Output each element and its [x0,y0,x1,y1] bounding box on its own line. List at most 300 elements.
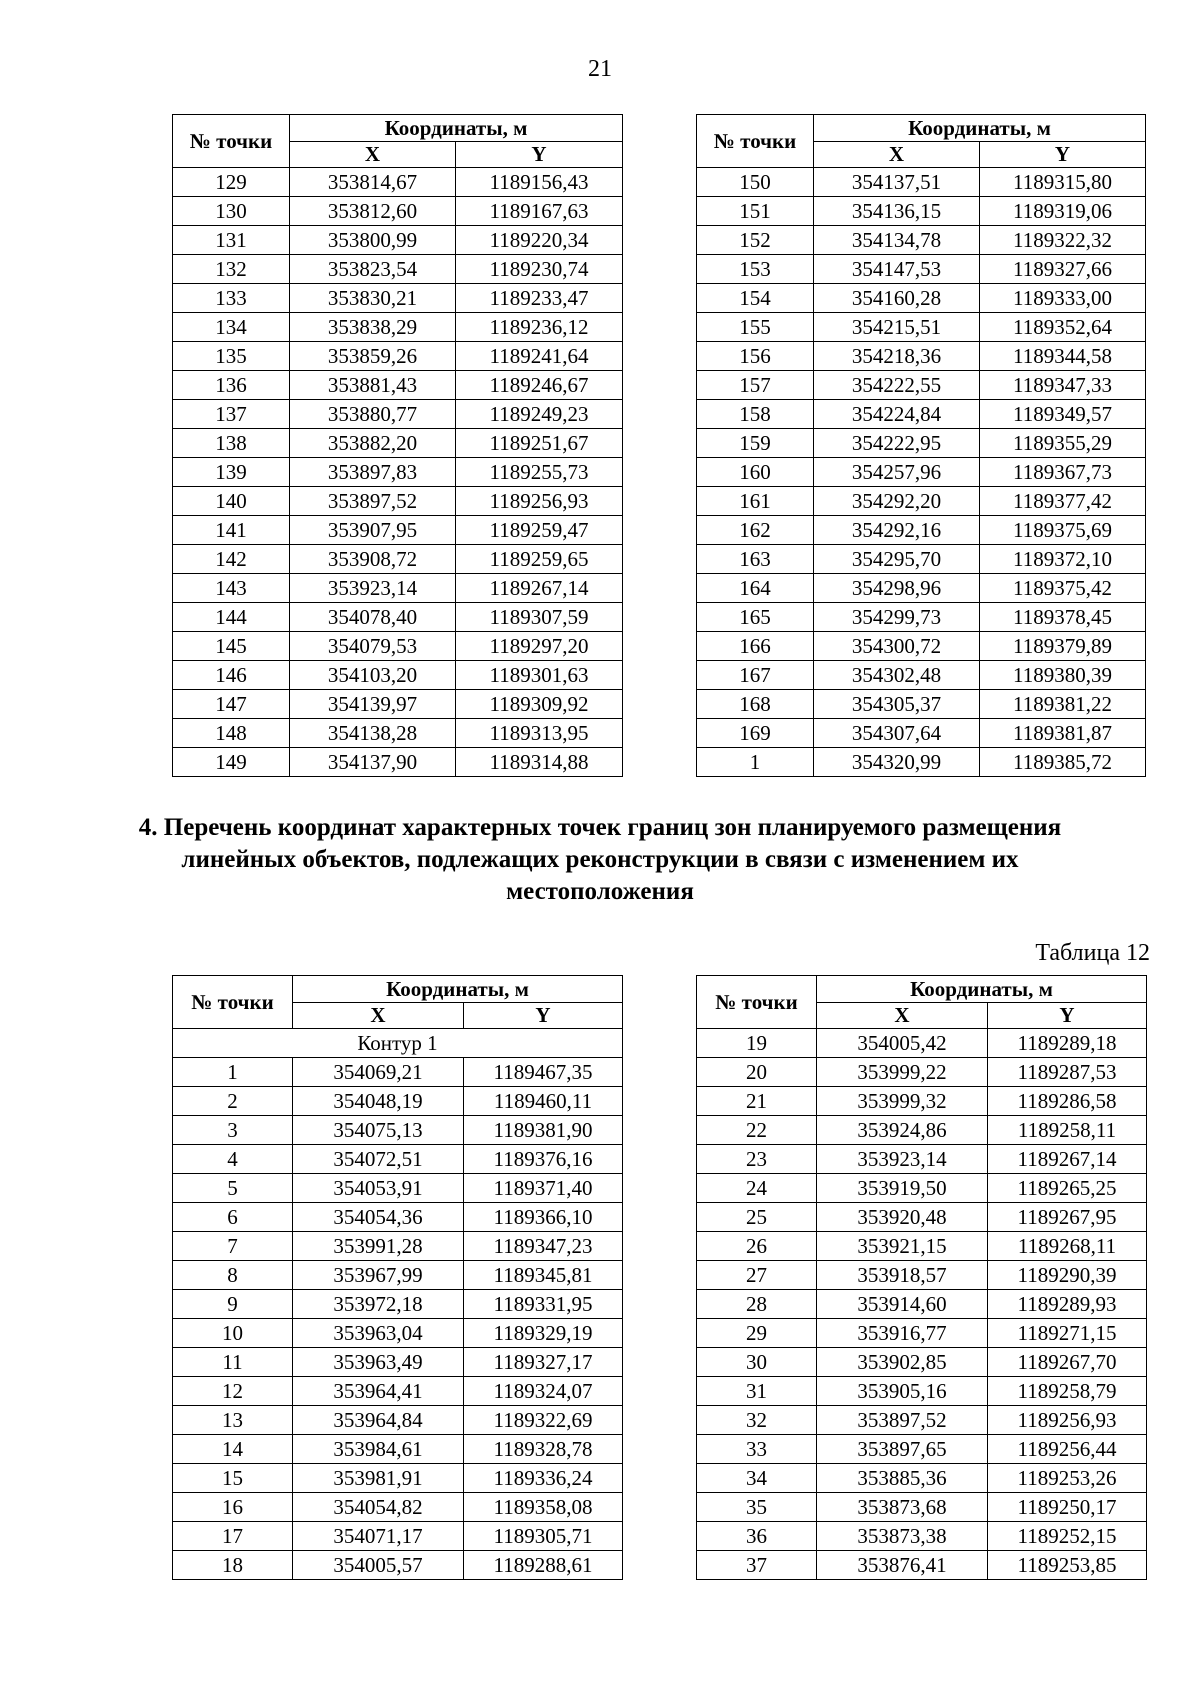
point-number-cell: 152 [697,226,814,255]
y-coordinate-cell: 1189289,18 [988,1029,1147,1058]
point-number-cell: 135 [173,342,290,371]
table-row [173,255,623,284]
section-title: 4. Перечень координат характерных точек границ зон планируемого размещения линейных объектов, подлежащих реконструкции в связи с изменением их местоположения [138,814,1062,905]
y-coordinate-cell: 1189366,10 [464,1203,623,1232]
table-row [697,1551,1147,1580]
point-column-header: № точки [173,115,290,168]
x-coordinate-cell: 354299,73 [814,603,980,632]
y-coordinate-cell: 1189336,24 [464,1464,623,1493]
page-number: 21 [588,56,612,82]
table-row [697,429,1146,458]
y-coordinate-cell: 1189344,58 [980,342,1146,371]
point-number-cell: 6 [173,1203,293,1232]
y-coordinate-cell: 1189307,59 [456,603,623,632]
x-coordinate-cell: 353908,72 [290,545,456,574]
x-coordinate-cell: 353873,38 [817,1522,988,1551]
point-number-cell: 30 [697,1348,817,1377]
point-number-cell: 151 [697,197,814,226]
y-coordinate-cell: 1189319,06 [980,197,1146,226]
y-coordinate-cell: 1189379,89 [980,632,1146,661]
table-row [173,516,623,545]
y-coordinate-cell: 1189233,47 [456,284,623,313]
table-row [173,400,623,429]
y-coordinate-cell: 1189371,40 [464,1174,623,1203]
table-row [697,690,1146,719]
y-coordinate-cell: 1189255,73 [456,458,623,487]
x-coordinate-cell: 354138,28 [290,719,456,748]
point-number-cell: 33 [697,1435,817,1464]
table-row [697,516,1146,545]
point-number-cell: 153 [697,255,814,284]
coordinates-header: Координаты, м [293,976,623,1003]
point-number-cell: 154 [697,284,814,313]
point-number-cell: 148 [173,719,290,748]
x-coordinate-cell: 353924,86 [817,1116,988,1145]
point-number-cell: 19 [697,1029,817,1058]
point-number-cell: 130 [173,197,290,226]
x-coordinate-cell: 353916,77 [817,1319,988,1348]
point-column-header: № точки [697,976,817,1029]
y-coordinate-cell: 1189331,95 [464,1290,623,1319]
y-coordinate-cell: 1189267,95 [988,1203,1147,1232]
x-coordinate-cell: 354069,21 [293,1058,464,1087]
coordinates-table-3 [172,975,623,1580]
x-coordinate-cell: 353999,32 [817,1087,988,1116]
y-coordinate-cell: 1189313,95 [456,719,623,748]
table-row [697,1493,1147,1522]
y-coordinate-cell: 1189347,23 [464,1232,623,1261]
table-row [173,429,623,458]
x-coordinate-cell: 354147,53 [814,255,980,284]
table-row [697,603,1146,632]
x-coordinate-cell: 354298,96 [814,574,980,603]
table-row [697,1464,1147,1493]
point-number-cell: 36 [697,1522,817,1551]
point-number-cell: 29 [697,1319,817,1348]
point-number-cell: 149 [173,748,290,777]
x-coordinate-cell: 353914,60 [817,1290,988,1319]
y-coordinate-cell: 1189345,81 [464,1261,623,1290]
x-coordinate-cell: 354137,90 [290,748,456,777]
point-number-cell: 142 [173,545,290,574]
table-row [697,400,1146,429]
table-row [697,342,1146,371]
y-coordinate-cell: 1189305,71 [464,1522,623,1551]
table-row [697,1029,1147,1058]
y-coordinate-cell: 1189381,90 [464,1116,623,1145]
table-row [173,371,623,400]
x-coordinate-cell: 353967,99 [293,1261,464,1290]
point-number-cell: 161 [697,487,814,516]
table-row [697,1290,1147,1319]
y-coordinate-cell: 1189314,88 [456,748,623,777]
coordinates-header: Координаты, м [814,115,1146,142]
point-number-cell: 138 [173,429,290,458]
table-row [697,1116,1147,1145]
table-row [697,197,1146,226]
x-coordinate-cell: 354071,17 [293,1522,464,1551]
table-row [697,1058,1147,1087]
x-coordinate-cell: 354005,57 [293,1551,464,1580]
point-number-cell: 5 [173,1174,293,1203]
x-coordinate-cell: 353873,68 [817,1493,988,1522]
table-row [697,284,1146,313]
point-number-cell: 155 [697,313,814,342]
x-coordinate-cell: 353964,84 [293,1406,464,1435]
table-row [697,574,1146,603]
y-coordinate-cell: 1189349,57 [980,400,1146,429]
point-number-cell: 12 [173,1377,293,1406]
table-row [173,1087,623,1116]
y-coordinate-cell: 1189381,22 [980,690,1146,719]
y-column-header: Y [980,142,1146,168]
table-row [697,661,1146,690]
point-number-cell: 26 [697,1232,817,1261]
table-row [173,1116,623,1145]
table-row [173,574,623,603]
point-number-cell: 14 [173,1435,293,1464]
y-coordinate-cell: 1189347,33 [980,371,1146,400]
point-number-cell: 35 [697,1493,817,1522]
table-row [173,1261,623,1290]
point-number-cell: 160 [697,458,814,487]
y-coordinate-cell: 1189376,16 [464,1145,623,1174]
x-coordinate-cell: 353897,65 [817,1435,988,1464]
y-coordinate-cell: 1189241,64 [456,342,623,371]
coordinates-header: Координаты, м [290,115,623,142]
table-row [697,1377,1147,1406]
table-row [173,284,623,313]
x-coordinate-cell: 353897,83 [290,458,456,487]
y-coordinate-cell: 1189250,17 [988,1493,1147,1522]
x-coordinate-cell: 354053,91 [293,1174,464,1203]
y-coordinate-cell: 1189355,29 [980,429,1146,458]
y-coordinate-cell: 1189256,93 [988,1406,1147,1435]
x-coordinate-cell: 354134,78 [814,226,980,255]
x-coordinate-cell: 353981,91 [293,1464,464,1493]
point-column-header: № точки [173,976,293,1029]
x-coordinate-cell: 353882,20 [290,429,456,458]
table-row [697,226,1146,255]
y-coordinate-cell: 1189358,08 [464,1493,623,1522]
x-coordinate-cell: 354136,15 [814,197,980,226]
x-coordinate-cell: 354218,36 [814,342,980,371]
y-coordinate-cell: 1189328,78 [464,1435,623,1464]
table-row [173,342,623,371]
y-coordinate-cell: 1189256,93 [456,487,623,516]
table-row [697,632,1146,661]
y-coordinate-cell: 1189267,70 [988,1348,1147,1377]
y-coordinate-cell: 1189167,63 [456,197,623,226]
table-row [173,719,623,748]
x-column-header: X [814,142,980,168]
x-column-header: X [293,1003,464,1029]
table-row [173,1058,623,1087]
x-coordinate-cell: 353963,04 [293,1319,464,1348]
y-coordinate-cell: 1189322,69 [464,1406,623,1435]
y-coordinate-cell: 1189156,43 [456,168,623,197]
y-coordinate-cell: 1189322,32 [980,226,1146,255]
x-coordinate-cell: 353920,48 [817,1203,988,1232]
y-coordinate-cell: 1189385,72 [980,748,1146,777]
point-number-cell: 8 [173,1261,293,1290]
y-coordinate-cell: 1189375,69 [980,516,1146,545]
y-coordinate-cell: 1189256,44 [988,1435,1147,1464]
x-coordinate-cell: 353918,57 [817,1261,988,1290]
x-coordinate-cell: 354224,84 [814,400,980,429]
y-coordinate-cell: 1189271,15 [988,1319,1147,1348]
point-number-cell: 139 [173,458,290,487]
point-number-cell: 156 [697,342,814,371]
x-coordinate-cell: 353972,18 [293,1290,464,1319]
y-coordinate-cell: 1189259,65 [456,545,623,574]
coordinates-header: Координаты, м [817,976,1147,1003]
x-coordinate-cell: 354305,37 [814,690,980,719]
y-coordinate-cell: 1189297,20 [456,632,623,661]
point-number-cell: 11 [173,1348,293,1377]
x-coordinate-cell: 354075,13 [293,1116,464,1145]
x-coordinate-cell: 354139,97 [290,690,456,719]
y-coordinate-cell: 1189333,00 [980,284,1146,313]
y-coordinate-cell: 1189258,11 [988,1116,1147,1145]
table-row [173,1464,623,1493]
y-coordinate-cell: 1189290,39 [988,1261,1147,1290]
table-row [697,1087,1147,1116]
table-row [697,168,1146,197]
point-number-cell: 169 [697,719,814,748]
point-number-cell: 2 [173,1087,293,1116]
x-coordinate-cell: 353963,49 [293,1348,464,1377]
table-row [697,719,1146,748]
point-number-cell: 1 [697,748,814,777]
y-coordinate-cell: 1189287,53 [988,1058,1147,1087]
point-number-cell: 34 [697,1464,817,1493]
x-coordinate-cell: 354257,96 [814,458,980,487]
table-row [173,168,623,197]
x-coordinate-cell: 353921,15 [817,1232,988,1261]
x-coordinate-cell: 354054,82 [293,1493,464,1522]
y-coordinate-cell: 1189251,67 [456,429,623,458]
y-coordinate-cell: 1189289,93 [988,1290,1147,1319]
coordinates-table-4 [696,975,1147,1580]
point-number-cell: 15 [173,1464,293,1493]
x-coordinate-cell: 353923,14 [817,1145,988,1174]
point-number-cell: 7 [173,1232,293,1261]
x-coordinate-cell: 353919,50 [817,1174,988,1203]
point-number-cell: 134 [173,313,290,342]
table-row [697,1174,1147,1203]
table-row [173,1145,623,1174]
y-coordinate-cell: 1189230,74 [456,255,623,284]
point-number-cell: 141 [173,516,290,545]
table-row [697,1522,1147,1551]
table-row [173,1232,623,1261]
table-row [173,603,623,632]
y-coordinate-cell: 1189249,23 [456,400,623,429]
x-coordinate-cell: 354320,99 [814,748,980,777]
point-number-cell: 136 [173,371,290,400]
y-coordinate-cell: 1189315,80 [980,168,1146,197]
point-number-cell: 167 [697,661,814,690]
y-coordinate-cell: 1189286,58 [988,1087,1147,1116]
table-row [697,1348,1147,1377]
coordinates-table-1 [172,114,623,777]
point-number-cell: 146 [173,661,290,690]
point-number-cell: 163 [697,545,814,574]
table-row [173,1522,623,1551]
x-coordinate-cell: 354307,64 [814,719,980,748]
point-number-cell: 20 [697,1058,817,1087]
x-coordinate-cell: 353838,29 [290,313,456,342]
point-number-cell: 31 [697,1377,817,1406]
y-coordinate-cell: 1189220,34 [456,226,623,255]
table-row [697,458,1146,487]
x-coordinate-cell: 353823,54 [290,255,456,284]
y-coordinate-cell: 1189246,67 [456,371,623,400]
x-coordinate-cell: 353880,77 [290,400,456,429]
table-row [173,1319,623,1348]
x-coordinate-cell: 353902,85 [817,1348,988,1377]
point-number-cell: 3 [173,1116,293,1145]
y-coordinate-cell: 1189327,66 [980,255,1146,284]
x-coordinate-cell: 354292,20 [814,487,980,516]
point-number-cell: 9 [173,1290,293,1319]
point-number-cell: 18 [173,1551,293,1580]
table-row [697,313,1146,342]
y-coordinate-cell: 1189377,42 [980,487,1146,516]
x-coordinate-cell: 354295,70 [814,545,980,574]
y-coordinate-cell: 1189253,26 [988,1464,1147,1493]
x-coordinate-cell: 353897,52 [290,487,456,516]
point-number-cell: 162 [697,516,814,545]
x-coordinate-cell: 353999,22 [817,1058,988,1087]
point-number-cell: 137 [173,400,290,429]
y-coordinate-cell: 1189258,79 [988,1377,1147,1406]
y-coordinate-cell: 1189372,10 [980,545,1146,574]
point-number-cell: 22 [697,1116,817,1145]
y-coordinate-cell: 1189267,14 [988,1145,1147,1174]
table-row [697,1261,1147,1290]
point-number-cell: 168 [697,690,814,719]
x-coordinate-cell: 354005,42 [817,1029,988,1058]
table-row [173,1290,623,1319]
point-number-cell: 28 [697,1290,817,1319]
x-coordinate-cell: 353923,14 [290,574,456,603]
x-coordinate-cell: 354222,95 [814,429,980,458]
y-coordinate-cell: 1189309,92 [456,690,623,719]
x-coordinate-cell: 353964,41 [293,1377,464,1406]
table-row [697,1232,1147,1261]
x-coordinate-cell: 354079,53 [290,632,456,661]
point-number-cell: 159 [697,429,814,458]
x-column-header: X [290,142,456,168]
point-number-cell: 32 [697,1406,817,1435]
point-number-cell: 21 [697,1087,817,1116]
y-coordinate-cell: 1189352,64 [980,313,1146,342]
table-label: Таблица 12 [1035,940,1150,966]
x-coordinate-cell: 354160,28 [814,284,980,313]
x-coordinate-cell: 353812,60 [290,197,456,226]
coordinates-table-2 [696,114,1146,777]
table-row [697,1406,1147,1435]
table-row [173,661,623,690]
point-number-cell: 133 [173,284,290,313]
point-number-cell: 13 [173,1406,293,1435]
x-coordinate-cell: 354048,19 [293,1087,464,1116]
y-coordinate-cell: 1189375,42 [980,574,1146,603]
y-column-header: Y [464,1003,623,1029]
point-number-cell: 165 [697,603,814,632]
contour-label: Контур 1 [173,1029,623,1058]
x-coordinate-cell: 354072,51 [293,1145,464,1174]
table-row [173,1174,623,1203]
y-coordinate-cell: 1189268,11 [988,1232,1147,1261]
table-row [173,313,623,342]
point-column-header: № точки [697,115,814,168]
y-coordinate-cell: 1189467,35 [464,1058,623,1087]
point-number-cell: 132 [173,255,290,284]
table-row [173,1551,623,1580]
x-coordinate-cell: 353876,41 [817,1551,988,1580]
table-row [173,1406,623,1435]
x-coordinate-cell: 353885,36 [817,1464,988,1493]
y-coordinate-cell: 1189381,87 [980,719,1146,748]
y-column-header: Y [456,142,623,168]
table-row [697,487,1146,516]
contour-row [173,1029,623,1058]
point-number-cell: 158 [697,400,814,429]
x-coordinate-cell: 354103,20 [290,661,456,690]
y-coordinate-cell: 1189460,11 [464,1087,623,1116]
x-coordinate-cell: 353881,43 [290,371,456,400]
point-number-cell: 140 [173,487,290,516]
table-row [173,197,623,226]
table-row [697,748,1146,777]
point-number-cell: 145 [173,632,290,661]
table-row [173,545,623,574]
y-coordinate-cell: 1189329,19 [464,1319,623,1348]
x-coordinate-cell: 353905,16 [817,1377,988,1406]
x-coordinate-cell: 353984,61 [293,1435,464,1464]
table-row [173,1348,623,1377]
y-coordinate-cell: 1189324,07 [464,1377,623,1406]
x-coordinate-cell: 354300,72 [814,632,980,661]
table-row [697,1203,1147,1232]
point-number-cell: 131 [173,226,290,255]
table-row [173,632,623,661]
table-row [173,1493,623,1522]
point-number-cell: 27 [697,1261,817,1290]
point-number-cell: 1 [173,1058,293,1087]
x-coordinate-cell: 353859,26 [290,342,456,371]
point-number-cell: 4 [173,1145,293,1174]
x-coordinate-cell: 353800,99 [290,226,456,255]
point-number-cell: 25 [697,1203,817,1232]
y-column-header: Y [988,1003,1147,1029]
x-coordinate-cell: 354222,55 [814,371,980,400]
point-number-cell: 10 [173,1319,293,1348]
y-coordinate-cell: 1189301,63 [456,661,623,690]
table-row [173,458,623,487]
y-coordinate-cell: 1189253,85 [988,1551,1147,1580]
x-coordinate-cell: 354054,36 [293,1203,464,1232]
point-number-cell: 147 [173,690,290,719]
y-coordinate-cell: 1189327,17 [464,1348,623,1377]
point-number-cell: 17 [173,1522,293,1551]
y-coordinate-cell: 1189380,39 [980,661,1146,690]
y-coordinate-cell: 1189288,61 [464,1551,623,1580]
point-number-cell: 144 [173,603,290,632]
